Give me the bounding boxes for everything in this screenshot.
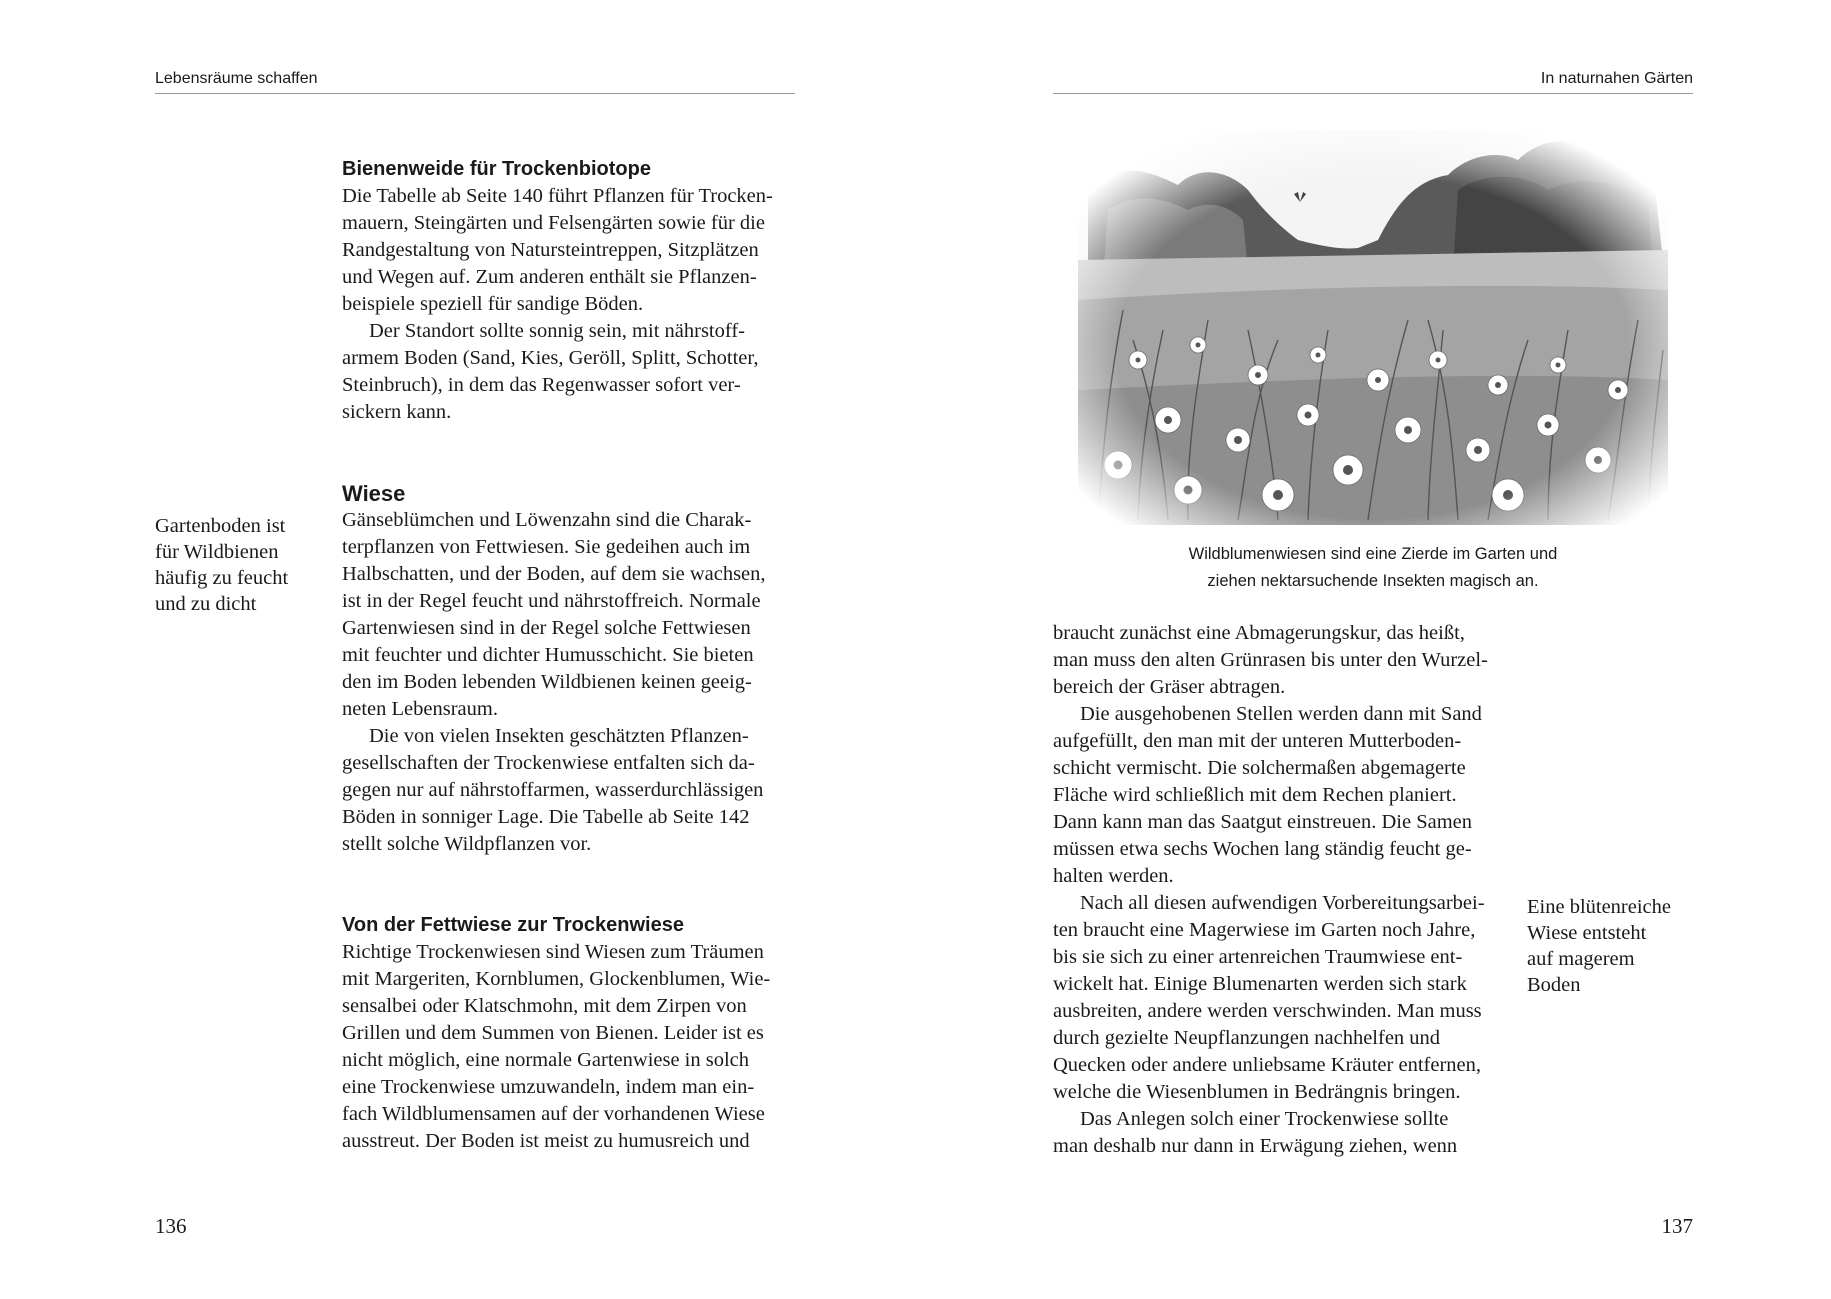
meadow-illustration-icon — [1078, 130, 1668, 525]
margin-note-right — [1527, 894, 1697, 998]
text-line: Quecken oder andere unliebsame Kräuter entfernen, — [1053, 1054, 1482, 1076]
margin-note-left — [155, 513, 315, 617]
text-line: Das Anlegen solch einer Trockenwiese sollte — [1080, 1108, 1449, 1130]
paragraph — [1053, 701, 1505, 890]
text-line: Fläche wird schließlich mit dem Rechen planiert. — [1053, 784, 1457, 806]
text-line: Gänseblümchen und Löwenzahn sind die Charak- — [342, 509, 752, 531]
text-line: Die von vielen Insekten geschätzten Pflanzen- — [369, 725, 749, 747]
text-line: beispiele speziell für sandige Böden. — [342, 293, 644, 315]
paragraph — [1053, 1106, 1505, 1160]
text-line: Gartenwiesen sind in der Regel solche Fettwiesen — [342, 617, 751, 639]
text-line: Der Standort sollte sonnig sein, mit nährstoff- — [369, 320, 745, 342]
margin-note-line: Wiese entsteht — [1527, 922, 1647, 944]
text-line: sensalbei oder Klatschmohn, mit dem Zirpen von — [342, 995, 747, 1017]
text-line: ausstreut. Der Boden ist meist zu humusreich und — [342, 1130, 750, 1152]
text-line: stellt solche Wildpflanzen vor. — [342, 833, 592, 855]
paragraph — [342, 939, 795, 1155]
text-line: Böden in sonniger Lage. Die Tabelle ab Seite 142 — [342, 806, 750, 828]
caption-line: ziehen nektarsuchende Insekten magisch an. — [1207, 572, 1539, 590]
text-line: den im Boden lebenden Wildbienen keinen geeig- — [342, 671, 752, 693]
margin-note-line: Gartenboden ist — [155, 515, 286, 537]
running-head-left: Lebensräume schaffen — [155, 69, 795, 94]
right-text-column — [1053, 620, 1505, 1160]
text-line: Steinbruch), in dem das Regenwasser sofort ver- — [342, 374, 741, 396]
text-line: mit feuchter und dichter Humusschicht. Sie bieten — [342, 644, 754, 666]
paragraph — [342, 183, 795, 318]
margin-note-line: Eine blütenreiche — [1527, 896, 1672, 918]
text-line: armem Boden (Sand, Kies, Geröll, Splitt, Schotter, — [342, 347, 759, 369]
text-line: schicht vermischt. Die solchermaßen abgemagerte — [1053, 757, 1466, 779]
text-line: durch gezielte Neupflanzungen nachhelfen und — [1053, 1027, 1441, 1049]
illustration-caption — [1053, 541, 1693, 595]
text-line: Randgestaltung von Natursteintreppen, Sitzplätzen — [342, 239, 759, 261]
text-line: gegen nur auf nährstoffarmen, wasserdurchlässigen — [342, 779, 764, 801]
caption-line: Wildblumenwiesen sind eine Zierde im Garten und — [1188, 545, 1558, 563]
text-line: braucht zunächst eine Abmagerungskur, das heißt, — [1053, 622, 1465, 644]
running-head-right: In naturnahen Gärten — [1053, 69, 1693, 94]
text-line: wickelt hat. Einige Blumenarten werden sich stark — [1053, 973, 1467, 995]
text-line: man muss den alten Grünrasen bis unter den Wurzel- — [1053, 649, 1488, 671]
margin-note-line: für Wildbienen — [155, 541, 279, 563]
margin-note-line: und zu dicht — [155, 593, 257, 615]
section-heading-wiese: Wiese — [342, 481, 406, 506]
text-line: neten Lebensraum. — [342, 698, 498, 720]
text-line: halten werden. — [1053, 865, 1174, 887]
text-line: bereich der Gräser abtragen. — [1053, 676, 1286, 698]
text-line: ten braucht eine Magerwiese im Garten noch Jahre, — [1053, 919, 1476, 941]
text-line: Nach all diesen aufwendigen Vorbereitungsarbei- — [1080, 892, 1485, 914]
text-line: mauern, Steingärten und Felsengärten sowie für die — [342, 212, 765, 234]
paragraph — [1053, 620, 1505, 701]
section-heading-fettwiese: Von der Fettwiese zur Trockenwiese — [342, 914, 684, 936]
text-line: bis sie sich zu einer artenreichen Traumwiese ent- — [1053, 946, 1463, 968]
page-number-right: 137 — [1661, 1214, 1693, 1238]
text-line: Dann kann man das Saatgut einstreuen. Die Samen — [1053, 811, 1472, 833]
page-number-left: 136 — [155, 1214, 187, 1238]
paragraph — [342, 507, 795, 723]
text-line: man deshalb nur dann in Erwägung ziehen, wenn — [1053, 1135, 1458, 1157]
text-line: eine Trockenwiese umzuwandeln, indem man ein- — [342, 1076, 755, 1098]
text-line: mit Margeriten, Kornblumen, Glockenblumen, Wie- — [342, 968, 771, 990]
paragraph — [342, 723, 795, 858]
text-line: aufgefüllt, den man mit der unteren Mutterboden- — [1053, 730, 1462, 752]
text-line: müssen etwa sechs Wochen lang ständig feucht ge- — [1053, 838, 1472, 860]
text-line: Grillen und dem Summen von Bienen. Leider ist es — [342, 1022, 764, 1044]
text-line: fach Wildblumensamen auf der vorhandenen Wiese — [342, 1103, 765, 1125]
text-line: Richtige Trockenwiesen sind Wiesen zum Träumen — [342, 941, 764, 963]
text-line: gesellschaften der Trockenwiese entfalten sich da- — [342, 752, 755, 774]
left-text-column — [342, 156, 795, 1155]
paragraph — [1053, 890, 1505, 1106]
text-line: welche die Wiesenblumen in Bedrängnis bringen. — [1053, 1081, 1461, 1103]
margin-note-line: auf magerem — [1527, 948, 1635, 970]
text-line: ist in der Regel feucht und nährstoffreich. Normale — [342, 590, 761, 612]
text-line: nicht möglich, eine normale Gartenwiese in solch — [342, 1049, 750, 1071]
paragraph — [342, 318, 795, 426]
text-line: Die ausgehobenen Stellen werden dann mit Sand — [1080, 703, 1482, 725]
text-line: Halbschatten, und der Boden, auf dem sie wachsen, — [342, 563, 766, 585]
section-heading-trockenbiotope: Bienenweide für Trockenbiotope — [342, 158, 651, 180]
text-line: und Wegen auf. Zum anderen enthält sie Pflanzen- — [342, 266, 757, 288]
margin-note-line: häufig zu feucht — [155, 567, 289, 589]
text-line: Die Tabelle ab Seite 140 führt Pflanzen für Trocken- — [342, 185, 773, 207]
text-line: ausbreiten, andere werden verschwinden. Man muss — [1053, 1000, 1482, 1022]
margin-note-line: Boden — [1527, 974, 1581, 996]
text-line: sickern kann. — [342, 401, 452, 423]
text-line: terpflanzen von Fettwiesen. Sie gedeihen auch im — [342, 536, 751, 558]
